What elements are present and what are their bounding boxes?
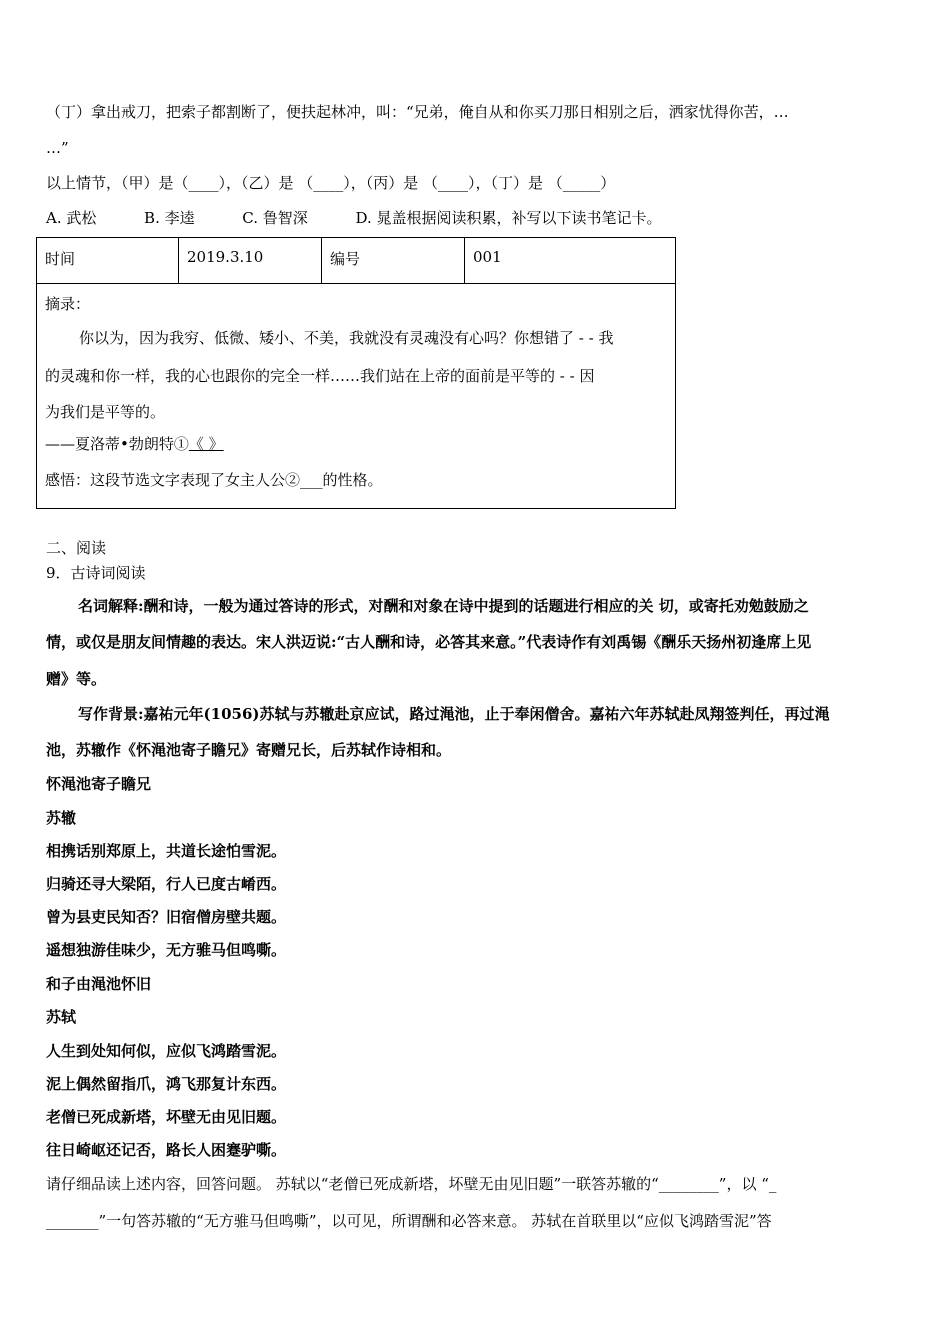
question-prompt: 请仔细品读上述内容，回答问题。 苏轼以“老僧已死成新塔，坏壁无由见旧题”一联答苏辙的“________”，以 “_ (46, 1175, 777, 1193)
excerpt-line: 为我们是平等的。 (45, 403, 166, 421)
answer-options: A. 武松 B. 李逵 C. 鲁智深 D. 晁盖根据阅读积累，补写以下读书笔记卡。 (46, 209, 662, 227)
poem-line: 往日崎岖还记否，路长人困蹇驴嘶。 (46, 1141, 287, 1159)
poem1-author: 苏辙 (46, 809, 77, 827)
id-value: 001 (465, 238, 676, 284)
id-label: 编号 (322, 238, 465, 284)
question-number: 9．古诗词阅读 (46, 564, 146, 582)
poem-line: 人生到处知何似，应似飞鸿踏雪泥。 (46, 1042, 287, 1060)
source-line (45, 434, 224, 454)
term-definition: 名词解释:酬和诗，一般为通过答诗的形式，对酬和对象在诗中提到的话题进行相应的关 切，或寄托劝勉鼓励之 (78, 597, 809, 615)
book-title-blank: 《 》 (188, 435, 224, 453)
term-definition: 情，或仅是朋友间情趣的表达。宋人洪迈说:“古人酬和诗，必答其来意。”代表诗作有刘禹锡《酬乐天扬州初逢席上见 (46, 633, 812, 651)
poem2-title: 和子由渑池怀旧 (46, 975, 152, 993)
reflection-line: 感悟：这段节选文字表现了女主人公②___的性格。 (45, 471, 383, 489)
excerpt-label: 摘录： (45, 295, 91, 313)
term-definition: 赠》等。 (46, 670, 107, 688)
excerpt-cell (37, 284, 676, 509)
question-prompt: _______”一句答苏辙的“无方骓马但鸣嘶”，以可见，所谓酬和必答来意。 苏轼在首联里以“应似飞鸿踏雪泥”答 (46, 1212, 772, 1230)
poem2-author: 苏轼 (46, 1008, 77, 1026)
passage-line: …” (46, 139, 69, 157)
excerpt-line: 的灵魂和你一样，我的心也跟你的完全一样……我们站在上帝的面前是平等的 - - 因 (45, 367, 595, 385)
poem-line: 归骑还寻大梁陌，行人已度古崤西。 (46, 875, 287, 893)
passage-line: （丁）拿出戒刀，把索子都割断了，便扶起林冲，叫：“兄弟，俺自从和你买刀那日相别之后，洒家忧得你苦，… (46, 103, 789, 121)
background-text: 池，苏辙作《怀渑池寄子瞻兄》寄赠兄长，后苏轼作诗相和。 (46, 741, 452, 759)
time-value: 2019.3.10 (179, 238, 322, 284)
time-label: 时间 (37, 238, 179, 284)
source-author: ——夏洛蒂•勃朗特① (45, 435, 189, 453)
poem-line: 相携话别郑原上，共道长途怕雪泥。 (46, 842, 287, 860)
question-text: 以上情节，（甲）是（____），（乙）是 （____），（丙）是 （____），（丁）是 （_____） (46, 174, 616, 192)
reading-note-card (36, 237, 676, 509)
poem-line: 泥上偶然留指爪，鸿飞那复计东西。 (46, 1075, 287, 1093)
poem-line: 老僧已死成新塔，坏壁无由见旧题。 (46, 1108, 287, 1126)
poem-line: 遥想独游佳味少，无方骓马但鸣嘶。 (46, 941, 287, 959)
section-heading: 二、阅读 (46, 539, 107, 557)
poem1-title: 怀渑池寄子瞻兄 (46, 775, 152, 793)
poem-line: 曾为县吏民知否？旧宿僧房壁共题。 (46, 908, 287, 926)
background-text: 写作背景:嘉祐元年(1056)苏轼与苏辙赴京应试，路过渑池，止于奉闲僧舍。嘉祐六年苏轼赴凤翔签判任，再过渑 (78, 705, 830, 723)
excerpt-line: 你以为，因为我穷、低微、矮小、不美，我就没有灵魂没有心吗？你想错了 - - 我 (79, 329, 614, 347)
